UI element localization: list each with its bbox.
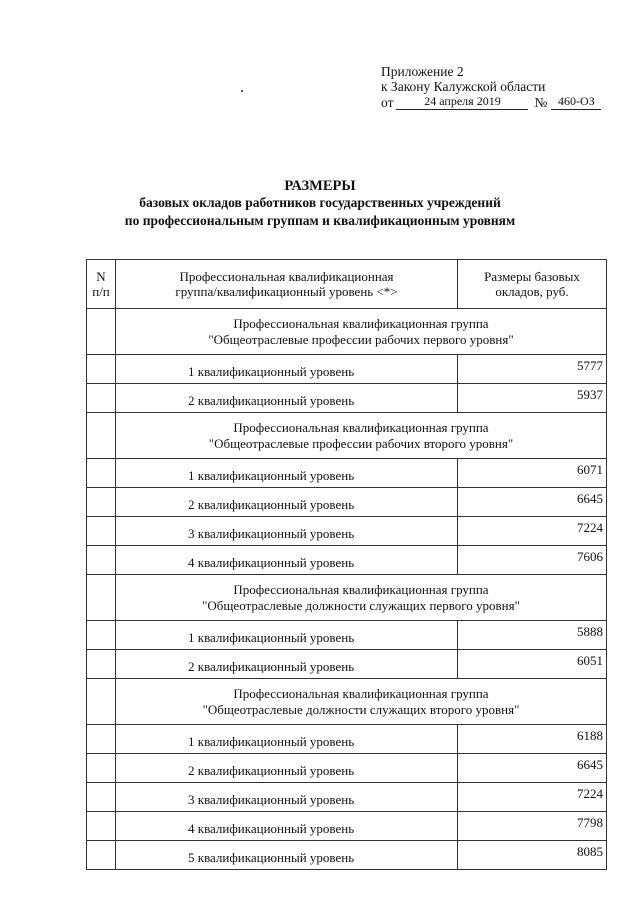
table-row <box>87 725 607 754</box>
group-title-cell <box>116 575 607 621</box>
base-salary-value: 6645 <box>458 754 607 783</box>
group-number-cell <box>87 309 116 355</box>
group-row <box>87 575 607 621</box>
col-header-number <box>87 260 116 309</box>
group-row <box>87 413 607 459</box>
table-row <box>87 384 607 413</box>
level-label: 2 квалификационный уровень <box>116 754 458 783</box>
row-number-cell <box>87 841 116 870</box>
row-number-cell <box>87 725 116 754</box>
appendix-label: Приложение 2 <box>381 64 464 79</box>
col-header-number-line2: п/п <box>92 284 110 299</box>
level-label: 1 квалификационный уровень <box>116 725 458 754</box>
group-title-line1: Профессиональная квалификационная группа <box>233 685 489 701</box>
row-number-cell <box>87 384 116 413</box>
row-number-cell <box>87 783 116 812</box>
group-row <box>87 309 607 355</box>
base-salary-value: 7224 <box>458 517 607 546</box>
level-label: 2 квалификационный уровень <box>116 488 458 517</box>
group-title-line1: Профессиональная квалификационная группа <box>233 581 489 597</box>
date-number-line <box>381 95 601 110</box>
level-label: 1 квалификационный уровень <box>116 459 458 488</box>
level-label: 2 квалификационный уровень <box>116 650 458 679</box>
group-title-line2: "Общеотраслевые профессии рабочих первого уровня" <box>208 331 514 347</box>
row-number-cell <box>87 754 116 783</box>
group-title-line2: "Общеотраслевые профессии рабочих второго уровня" <box>208 435 514 451</box>
level-label: 3 квалификационный уровень <box>116 783 458 812</box>
col-header-group-line1: Профессиональная квалификационная <box>179 269 394 284</box>
table-row <box>87 841 607 870</box>
level-label: 2 квалификационный уровень <box>116 384 458 413</box>
row-number-cell <box>87 488 116 517</box>
level-label: 5 квалификационный уровень <box>116 841 458 870</box>
base-salary-value: 6071 <box>458 459 607 488</box>
date-prefix: от <box>381 95 394 110</box>
table-header-row <box>87 260 607 309</box>
level-label: 1 квалификационный уровень <box>116 621 458 650</box>
base-salary-value: 5937 <box>458 384 607 413</box>
row-number-cell <box>87 812 116 841</box>
table-row <box>87 812 607 841</box>
base-salary-value: 8085 <box>458 841 607 870</box>
base-salary-value: 5777 <box>458 355 607 384</box>
col-header-salary <box>458 260 607 309</box>
level-label: 4 квалификационный уровень <box>116 546 458 575</box>
number-prefix: № <box>534 95 548 110</box>
group-title-cell <box>116 679 607 725</box>
table-row <box>87 754 607 783</box>
document-title: РАЗМЕРЫ <box>284 178 356 194</box>
salary-table <box>86 259 607 870</box>
group-number-cell <box>87 413 116 459</box>
table-row <box>87 783 607 812</box>
base-salary-value: 6051 <box>458 650 607 679</box>
col-header-group <box>116 260 458 309</box>
table-row <box>87 546 607 575</box>
group-number-cell <box>87 575 116 621</box>
base-salary-value: 6645 <box>458 488 607 517</box>
base-salary-value: 7606 <box>458 546 607 575</box>
base-salary-value: 5888 <box>458 621 607 650</box>
document-subtitle-2: по профессиональным группам и квалификационным уровням <box>124 213 516 228</box>
table-row <box>87 517 607 546</box>
level-label: 3 квалификационный уровень <box>116 517 458 546</box>
group-title-line1: Профессиональная квалификационная группа <box>233 419 489 435</box>
table-row <box>87 488 607 517</box>
law-number: 460-ОЗ <box>551 95 601 110</box>
col-header-salary-line2: окладов, руб. <box>495 284 569 299</box>
document-subtitle-1: базовых окладов работников государственных учреждений <box>139 195 501 210</box>
col-header-salary-line1: Размеры базовых <box>484 269 580 284</box>
group-title-cell <box>116 413 607 459</box>
base-salary-value: 7224 <box>458 783 607 812</box>
col-header-number-line1: N <box>96 269 106 284</box>
row-number-cell <box>87 650 116 679</box>
document-header <box>381 64 601 110</box>
row-number-cell <box>87 355 116 384</box>
table-row <box>87 650 607 679</box>
level-label: 1 квалификационный уровень <box>116 355 458 384</box>
table-row <box>87 621 607 650</box>
row-number-cell <box>87 517 116 546</box>
row-number-cell <box>87 459 116 488</box>
table-row <box>87 459 607 488</box>
law-reference: к Закону Калужской области <box>381 79 546 94</box>
group-title-line1: Профессиональная квалификационная группа <box>233 315 489 331</box>
group-row <box>87 679 607 725</box>
group-title-line2: "Общеотраслевые должности служащих первого уровня" <box>202 597 520 613</box>
level-label: 4 квалификационный уровень <box>116 812 458 841</box>
law-date: 24 апреля 2019 <box>396 95 528 110</box>
group-title-cell <box>116 309 607 355</box>
table-row <box>87 355 607 384</box>
col-header-group-line2: группа/квалификационный уровень <*> <box>175 284 398 299</box>
scan-dot <box>241 90 243 92</box>
base-salary-value: 6188 <box>458 725 607 754</box>
group-number-cell <box>87 679 116 725</box>
row-number-cell <box>87 621 116 650</box>
row-number-cell <box>87 546 116 575</box>
base-salary-value: 7798 <box>458 812 607 841</box>
group-title-line2: "Общеотраслевые должности служащих второго уровня" <box>202 701 520 717</box>
